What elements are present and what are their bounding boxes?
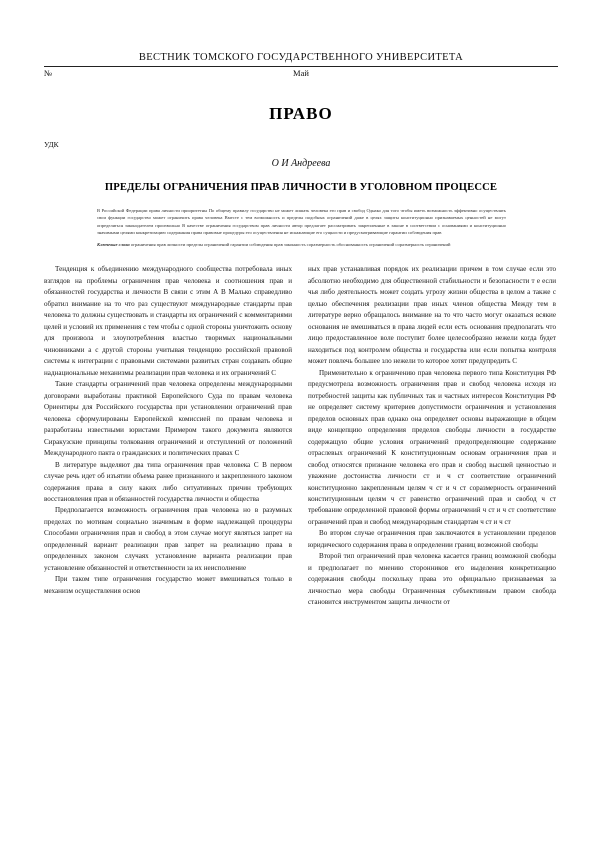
article-keywords — [97, 241, 506, 248]
journal-masthead-block — [44, 52, 558, 81]
paragraph: Тенденция к объединению международного сообщества потребовала иных взглядов на проблемы ограничения прав человека и соотношения прав и обязанностей государства и личности В связи с этим А В Малько справедливо обратил внимание на то что раз существуют международные стандарты прав человека то должны существовать и стандарты их ограничений с комментариями целей и условий их применения с тем чтобы с одной стороны уничтожить основу для произвола и злоупотребления властью творимых национальными чиновниками а с другой стороны учитывая тенденцию российской правовой системы к интеграции с правовыми системами развитых стран создавать общие наднациональные механизмы реализации прав человека и их ограничений С — [44, 265, 292, 377]
body-column-right — [308, 264, 556, 609]
paragraph: Второй тип ограничений прав человека касается границ возможной свободы и предполагает по мнению сторонников его выделения конкретизацию содержания свободы поскольку права это официально признаваемая за личностью мера свободы Ограниченная субъективным правом свобода становится инструментом защиты личности от — [308, 552, 556, 607]
udk-row — [44, 140, 558, 152]
paragraph: В литературе выделяют два типа ограничения прав человека С В первом случае речь идет об изъятии объема ранее признанного и закрепленного законом содержания права в силу каких либо ситуативных причин требующих восстановления прав и обязанностей государства личности и общества — [44, 460, 292, 503]
journal-masthead: ВЕСТНИК ТОМСКОГО ГОСУДАРСТВЕННОГО УНИВЕРСИТЕТА — [138, 52, 464, 63]
abstract-text: В Российской Федерации права личности приоритетны По общему правилу государство не может лишать человека его прав и свобод Однако для того чтобы иметь возможность эффективно осуществлять свои функции государство может ограничить права человека Вместе с тем возможность и пределы подобных ограничений даже в целях защиты конституционно признаваемых ценностей не могут определяться законодателем произвольно В качестве ограничения государством прав личности автор предлагает рассматривать закрепленные в законе в соответствии с основаниями и конституционно значимыми целями конкретизацию содержания права правовые процедуры его осуществления не искажающие его сущности и предусматривающие гарантии соблюдения прав — [97, 208, 506, 235]
keywords-text: ограничения прав личности пределы ограничений гарантии соблюдения прав законность соразмерность обоснованность ограничений соразмерность ограничений — [130, 242, 451, 248]
body-columns — [44, 264, 558, 609]
paragraph: Такие стандарты ограничений прав человека определены международными договорами выработаны практикой Европейского Суда по правам человека Ориентиры для Российского государства при установлении ограничений прав человека сформулированы Европейской комиссией по правам человека и разработаны известными юристами Примером такого документа являются Сиракузские принципы толкования ограничений и отступлений от положений Международного пакта о гражданских и политических правах С — [44, 380, 292, 458]
paragraph: Во втором случае ограничения прав заключаются в установлении пределов юридического содержания права в определении границ возможной свободы — [308, 529, 556, 549]
article-title: ПРЕДЕЛЫ ОГРАНИЧЕНИЯ ПРАВ ЛИЧНОСТИ В УГОЛОВНОМ ПРОЦЕССЕ — [104, 182, 498, 194]
issue-row — [44, 68, 558, 81]
paragraph: Применительно к ограничению прав человека первого типа Конституция РФ предусмотрела возможность ограничения прав и свобод человека исходя из потребностей защиты как публичных так и частных интересов Конституция РФ не определяет систему критериев допустимости ограничения и установления пределов основных прав однако она определяет основы выражающие в общем виде концепцию определения пределов свободы личности в государстве содержащую общие условия ограничений предопределяющие содержание отраслевых ограничений К конституционным основам ограничения прав и свобод относятся признание человека его прав и свобод высшей ценностью и уважение достоинства личности ст и ч ст соответствие ограничений конституционно закрепленным целям ч ст и ч ст соразмерность ограничений конституционным целям ч ст равенство ограничений прав и свобод ч ст требование определенной правовой формы ограничений ч ст и ч ст соответствие ограничений прав и свобод международным стандартам ч ст и ч ст — [308, 368, 556, 526]
paragraph: При таком типе ограничения государство может вмешиваться только в механизм осуществления основ — [44, 575, 292, 595]
paragraph: Предполагается возможность ограничения прав человека но в разумных пределах по мотивам социально значимым в форме надлежащей процедуры Способами ограничения прав и свобод в этом случае могут являться запрет на определенный вариант реализации прав запрет на реализацию права в определенных законом случаях установление варианта реализации прав установление обязанностей и ответственности за их неисполнение — [44, 506, 292, 572]
issue-month: Май — [293, 68, 309, 79]
body-column-left — [44, 264, 292, 609]
keywords-label: Ключевые слова — [97, 242, 130, 248]
section-title: ПРАВО — [269, 104, 333, 124]
article-author: О И Андреева — [271, 158, 331, 170]
paragraph: ных прав устанавливая порядок их реализации причем в том случае если это абсолютно необходимо для общественной стабильности и безопасности т е если чья либо деятельность может создать угрозу жизни общества в целом а также с целью обеспечения реализации прав иных членов общества Между тем в литературе верно обращалось внимание на то что часто могут оказаться всякие основания не вмешиваться в права людей если есть основания предполагать что лицо предоставленное воле поступит более целесообразно нежели когда будет находиться под контролем общества и государства или если попытка контроля может повлечь большее зло нежели то которое хотят предупредить С — [308, 265, 556, 366]
masthead-rule — [44, 66, 558, 67]
udk-label: УДК — [44, 140, 59, 150]
issue-number: № — [44, 68, 53, 79]
article-abstract — [97, 207, 506, 236]
